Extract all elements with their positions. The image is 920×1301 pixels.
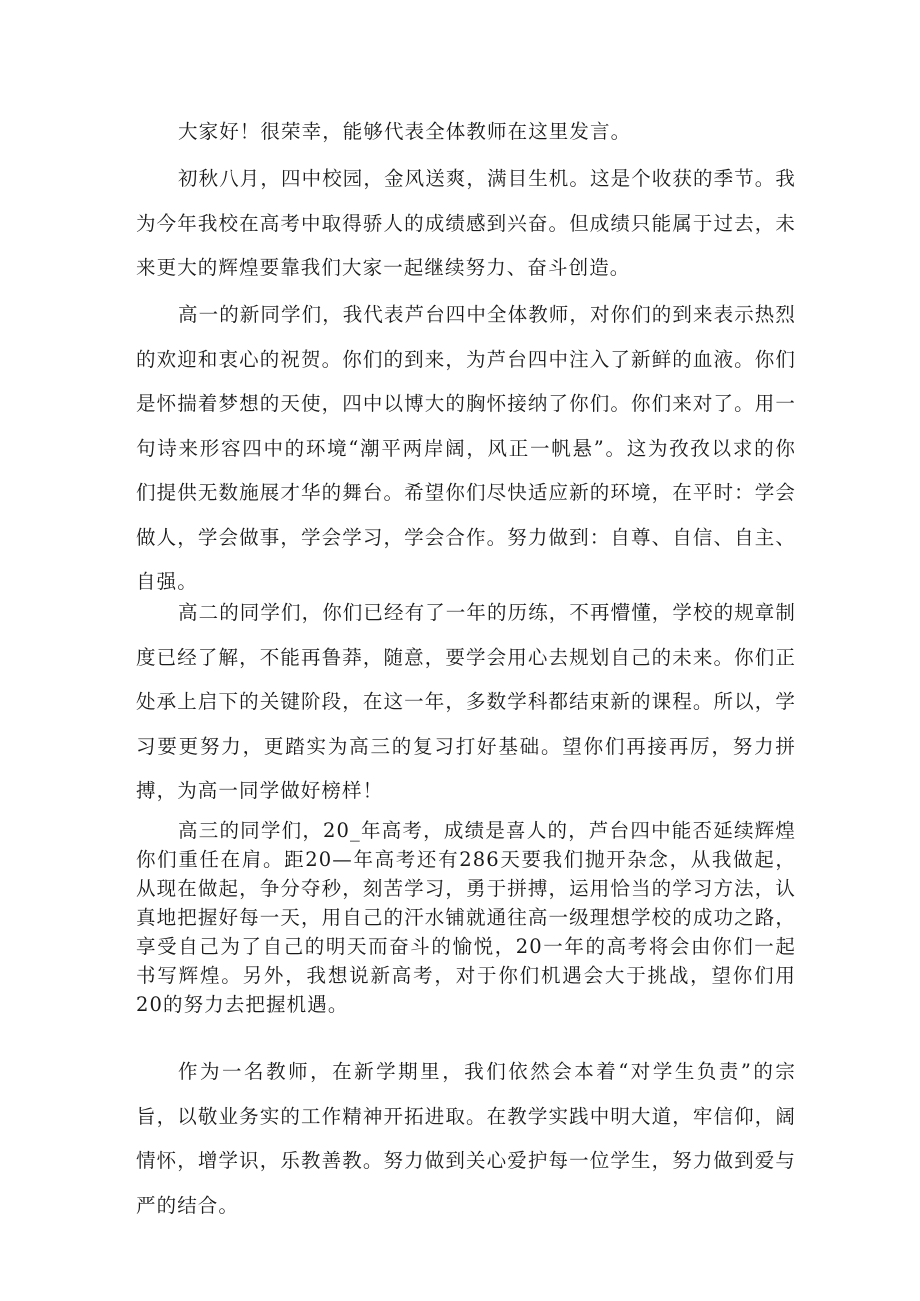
grade-two-paragraph: 高二的同学们，你们已经有了一年的历练，不再懵懂，学校的规章制度已经了解，不能再鲁莽，随意，要学会用心去规划自己的未来。你们正处承上启下的关键阶段，在这一年，多数学科都结束新的课程。所以，学习要更努力，更踏实为高三的复习打好基础。望你们再接再厉，努力拼搏，为高一同学做好榜样！	[136, 601, 797, 802]
autumn-harvest-paragraph: 初秋八月，四中校园，金风送爽，满目生机。这是个收获的季节。我为今年我校在高考中取得骄人的成绩感到兴奋。但成绩只能属于过去，未来更大的辉煌要靠我们大家一起继续努力、奋斗创造。	[136, 167, 797, 279]
grade-one-paragraph: 高一的新同学们，我代表芦台四中全体教师，对你们的到来表示热烈的欢迎和衷心的祝贺。你们的到来，为芦台四中注入了新鲜的血液。你们是怀揣着梦想的天使，四中以博大的胸怀接纳了你们。你们来对了。用一句诗来形容四中的环境“潮平两岸阔，风正一帆悬”。这为孜孜以求的你们提供无数施展才华的舞台。希望你们尽快适应新的环境，在平时：学会做人，学会做事，学会学习，学会合作。努力做到：自尊、自信、自主、自强。	[136, 303, 797, 593]
grade-three-paragraph: 高三的同学们，20_年高考，成绩是喜人的，芦台四中能否延续辉煌你们重任在肩。距20—年高考还有286天要我们抛开杂念，从我做起，从现在做起，争分夺秒，刻苦学习，勇于拼搏，运用恰当的学习方法，认真地把握好每一天，用自己的汗水铺就通往高一级理想学校的成功之路，享受自己为了自己的明天而奋斗的愉悦，20一年的高考将会由你们一起书写辉煌。另外，我想说新高考，对于你们机遇会大于挑战，望你们用20的努力去把握机遇。	[136, 819, 796, 1016]
greeting-paragraph: 大家好！很荣幸，能够代表全体教师在这里发言。	[178, 120, 632, 143]
teacher-commitment-paragraph: 作为一名教师，在新学期里，我们依然会本着“对学生负责”的宗旨，以敬业务实的工作精神开拓进取。在教学实践中明大道，牢信仰，阔情怀，增学识，乐教善教。努力做到关心爱护每一位学生，努力做到爱与严的结合。	[136, 1060, 796, 1217]
